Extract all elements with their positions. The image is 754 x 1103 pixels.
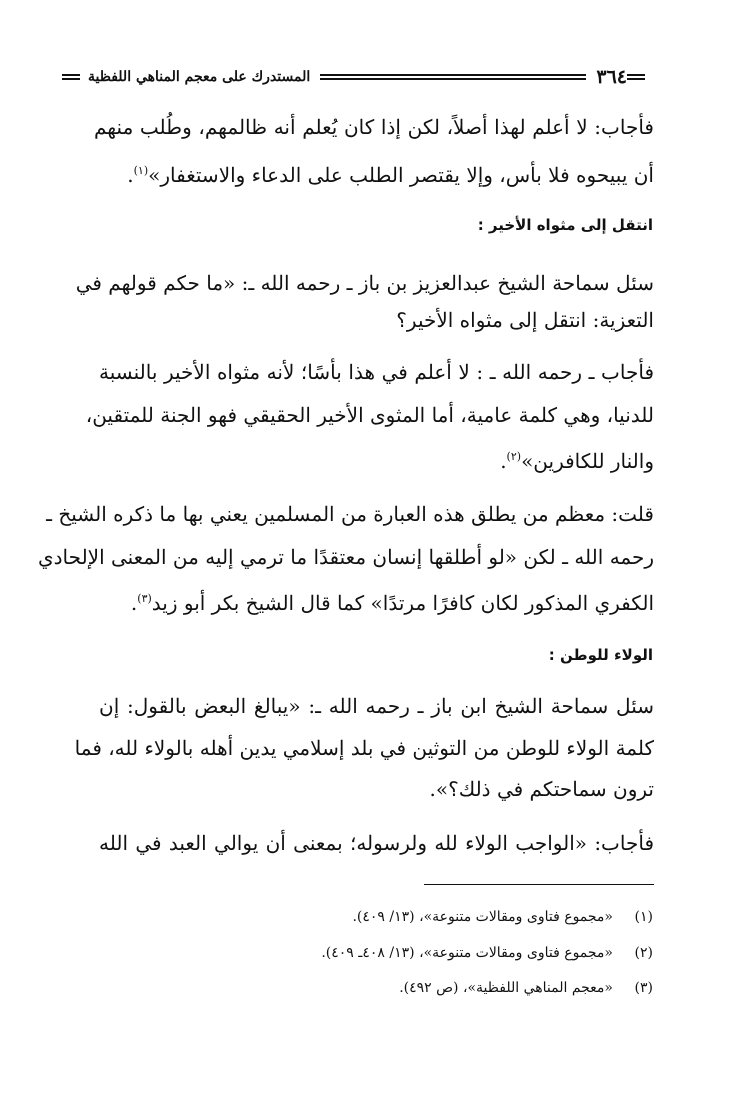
paragraph-line: فأجاب: لا أعلم لهذا أصلاً، لكن إذا كان يُعلم أنه ظالمهم، وطُلب منهم bbox=[94, 115, 654, 139]
section-heading: انتقل إلى مثواه الأخير : bbox=[477, 216, 653, 234]
footnote bbox=[399, 975, 653, 1001]
header-rule-right bbox=[627, 74, 645, 80]
footnote-number: (٣) bbox=[634, 980, 653, 996]
footnote-ref: (٣) bbox=[137, 592, 152, 605]
footnote-text: «مجموع فتاوى ومقالات متنوعة»، (١٣/ ٤٠٨ـ ٤٠٩). bbox=[321, 945, 613, 961]
header-rule-left bbox=[62, 74, 80, 80]
paragraph-line: سئل سماحة الشيخ ابن باز ـ رحمه الله ـ: «يبالغ البعض بالقول: إن bbox=[99, 694, 654, 718]
paragraph-line: للدنيا، وهي كلمة عامية، أما المثوى الأخير الحقيقي فهو الجنة للمتقين، bbox=[85, 403, 654, 427]
header-rule-middle bbox=[320, 74, 586, 80]
paragraph-line: قلت: معظم من يطلق هذه العبارة من المسلمين يعني بها ما ذكره الشيخ ـ bbox=[46, 502, 654, 526]
footnote bbox=[352, 904, 653, 930]
footnote-text: «مجموع فتاوى ومقالات متنوعة»، (١٣/ ٤٠٩). bbox=[352, 909, 613, 925]
paragraph-line: التعزية: انتقل إلى مثواه الأخير؟ bbox=[396, 308, 654, 332]
paragraph-line: فأجاب ـ رحمه الله ـ : لا أعلم في هذا بأسًا؛ لأنه مثواه الأخير بالنسبة bbox=[99, 360, 654, 384]
paragraph-line: والنار للكافرين»$^{(٢)}$. bbox=[500, 449, 654, 473]
footnote bbox=[321, 940, 653, 966]
paragraph-line: فأجاب: «الواجب الولاء لله ولرسوله؛ بمعنى أن يوالي العبد في الله bbox=[99, 831, 654, 855]
section-heading: الولاء للوطن : bbox=[548, 646, 653, 664]
footnote-ref: (٢) bbox=[506, 450, 522, 463]
footnote-ref: (١) bbox=[133, 164, 149, 177]
footnote-text: «معجم المناهي اللفظية»، (ص ٤٩٢). bbox=[399, 980, 613, 996]
page-number: ٣٦٤ bbox=[596, 66, 627, 88]
footnote-number: (٢) bbox=[634, 945, 653, 961]
footnote-separator bbox=[424, 884, 654, 885]
paragraph-line: أن يبيحوه فلا بأس، وإلا يقتصر الطلب على الدعاء والاستغفار»$^{(١)}$. bbox=[127, 163, 654, 187]
book-title: المستدرك على معجم المناهي اللفظية bbox=[88, 69, 311, 85]
paragraph-line: ترون سماحتكم في ذلك؟». bbox=[429, 777, 654, 801]
paragraph-line: كلمة الولاء للوطن من التوثين في بلد إسلامي يدين أهله بالولاء لله، فما bbox=[74, 736, 654, 760]
paragraph-line: سئل سماحة الشيخ عبدالعزيز بن باز ـ رحمه الله ـ: «ما حكم قولهم في bbox=[75, 271, 654, 295]
footnote-number: (١) bbox=[634, 909, 653, 925]
paragraph-line: الكفري المذكور لكان كافرًا مرتدًا» كما قال الشيخ بكر أبو زيد$^{(٣)}$. bbox=[130, 591, 654, 615]
paragraph-line: رحمه الله ـ لكن «لو أطلقها إنسان معتقدًا ما ترمي إليه من المعنى الإلحادي bbox=[38, 545, 654, 569]
running-header bbox=[62, 62, 653, 92]
